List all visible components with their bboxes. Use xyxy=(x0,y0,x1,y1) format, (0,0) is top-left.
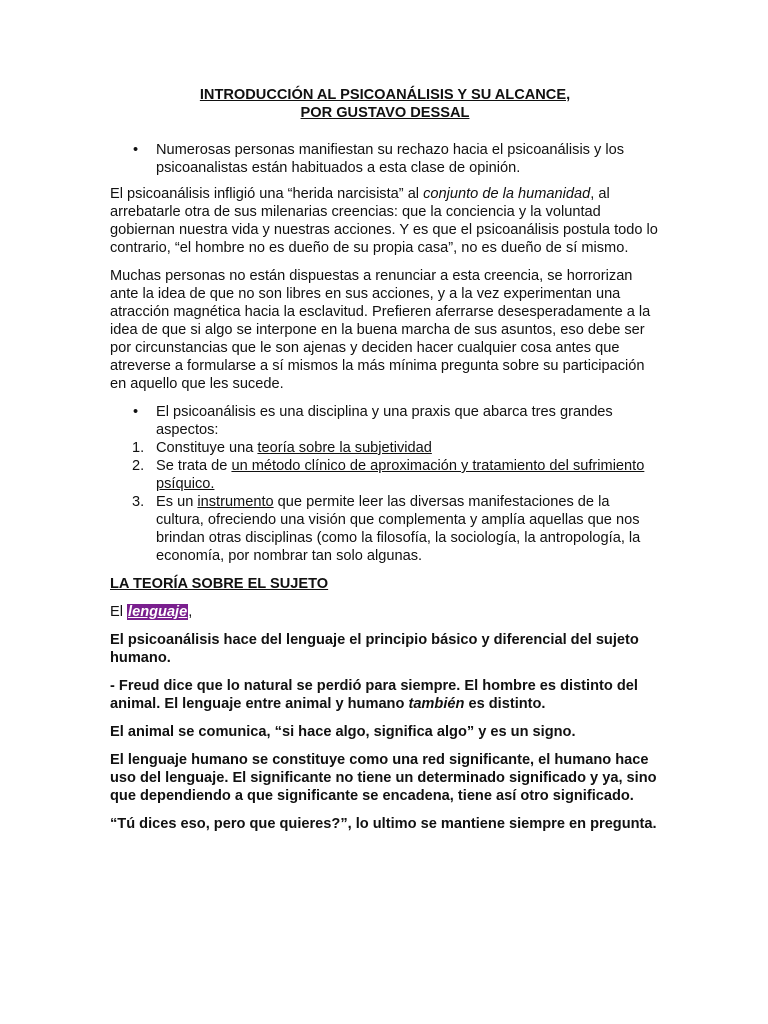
document-body xyxy=(110,86,660,843)
section-heading: LA TEORÍA SOBRE EL SUJETO xyxy=(110,576,329,592)
bullet-text: El psicoanálisis es una disciplina y una praxis que abarca tres grandes aspectos: xyxy=(156,404,613,438)
list-item xyxy=(133,403,660,439)
bold-paragraph-4: El lenguaje humano se constituye como una red significante, el humano hace uso del lenguaje. El significante no tiene un determinado significado y ya, sino que dependiendo a que significante se encadena, tiene así otro significado. xyxy=(110,752,657,804)
bullet-icon: • xyxy=(133,142,139,158)
paragraph-1 xyxy=(110,185,660,257)
bold-paragraph-3: El animal se comunica, “si hace algo, significa algo” y es un signo. xyxy=(110,724,576,740)
list-item xyxy=(133,141,660,177)
highlighted-word: lenguaje xyxy=(128,604,188,620)
paragraph-text: es distinto. xyxy=(464,696,546,712)
bullet-list-2 xyxy=(110,403,660,439)
underlined-phrase: instrumento xyxy=(197,494,274,510)
paragraph-text: - Freud dice que lo natural se perdió para siempre. El hombre es distinto del animal. El lenguaje entre animal y humano xyxy=(110,678,638,712)
paragraph-text: , al arrebatarle otra de sus milenarias creencias: que la conciencia y la voluntad gobiernan nuestra vida y nuestras acciones. Y es que el psicoanálisis postula todo lo contrario, “el hombre no es dueño de su propia casa”, no es dueño de sí mismo. xyxy=(110,186,658,256)
numbered-item xyxy=(132,439,660,457)
bold-paragraph-1: El psicoanálisis hace del lenguaje el principio básico y diferencial del sujeto humano. xyxy=(110,632,639,666)
paragraph-2: Muchas personas no están dispuestas a renunciar a esta creencia, se horrorizan ante la idea de que no son libres en sus acciones, y a la vez experimentan una atracción magnética hacia la esclavitud. Prefieren aferrarse desesperadamente a la idea de que si algo se interpone en la buena marcha de sus asuntos, eso debe ser por circunstancias que le son ajenas y deciden hacer cualquier cosa antes que atreverse a formularse a sí mismos la más mínima pregunta sobre su participación en aquello que les sucede. xyxy=(110,268,651,392)
italic-phrase: conjunto de la humanidad xyxy=(423,186,591,202)
bullet-list-1 xyxy=(110,141,660,177)
item-text: Se trata de xyxy=(156,458,232,474)
title-line-1: INTRODUCCIÓN AL PSICOANÁLISIS Y SU ALCANCE, xyxy=(199,87,571,103)
numbered-item xyxy=(132,493,660,565)
item-number: 2. xyxy=(132,458,145,474)
item-number: 1. xyxy=(132,440,145,456)
document-title xyxy=(110,86,660,122)
line-text: , xyxy=(188,604,193,620)
numbered-list xyxy=(110,439,660,565)
italic-word: también xyxy=(408,696,465,712)
bullet-text: Numerosas personas manifiestan su rechazo hacia el psicoanálisis y los psicoanalistas están habituados a esta clase de opinión. xyxy=(156,142,625,176)
item-text: que permite leer las diversas manifestaciones de la cultura, ofreciendo una visión que complementa y amplía aquellas que nos brindan otras disciplinas (como la filosofía, la sociología, la antropología, la economía, por nombrar tan solo algunas. xyxy=(156,494,641,564)
bullet-icon: • xyxy=(133,404,139,420)
item-text: Constituye una xyxy=(156,440,258,456)
item-number: 3. xyxy=(132,494,145,510)
title-line-2: POR GUSTAVO DESSAL xyxy=(300,105,470,121)
bold-paragraph-2 xyxy=(110,677,660,713)
bold-paragraph-5: “Tú dices eso, pero que quieres?”, lo ultimo se mantiene siempre en pregunta. xyxy=(110,816,657,832)
underlined-phrase: teoría sobre la subjetividad xyxy=(257,440,432,456)
lenguaje-line xyxy=(110,603,660,621)
line-text: El xyxy=(110,604,128,620)
item-text: Es un xyxy=(156,494,198,510)
underlined-phrase: un método clínico de aproximación y tratamiento del sufrimiento psíquico. xyxy=(156,458,645,492)
paragraph-text: El psicoanálisis infligió una “herida narcisista” al xyxy=(110,186,424,202)
numbered-item xyxy=(132,457,660,493)
